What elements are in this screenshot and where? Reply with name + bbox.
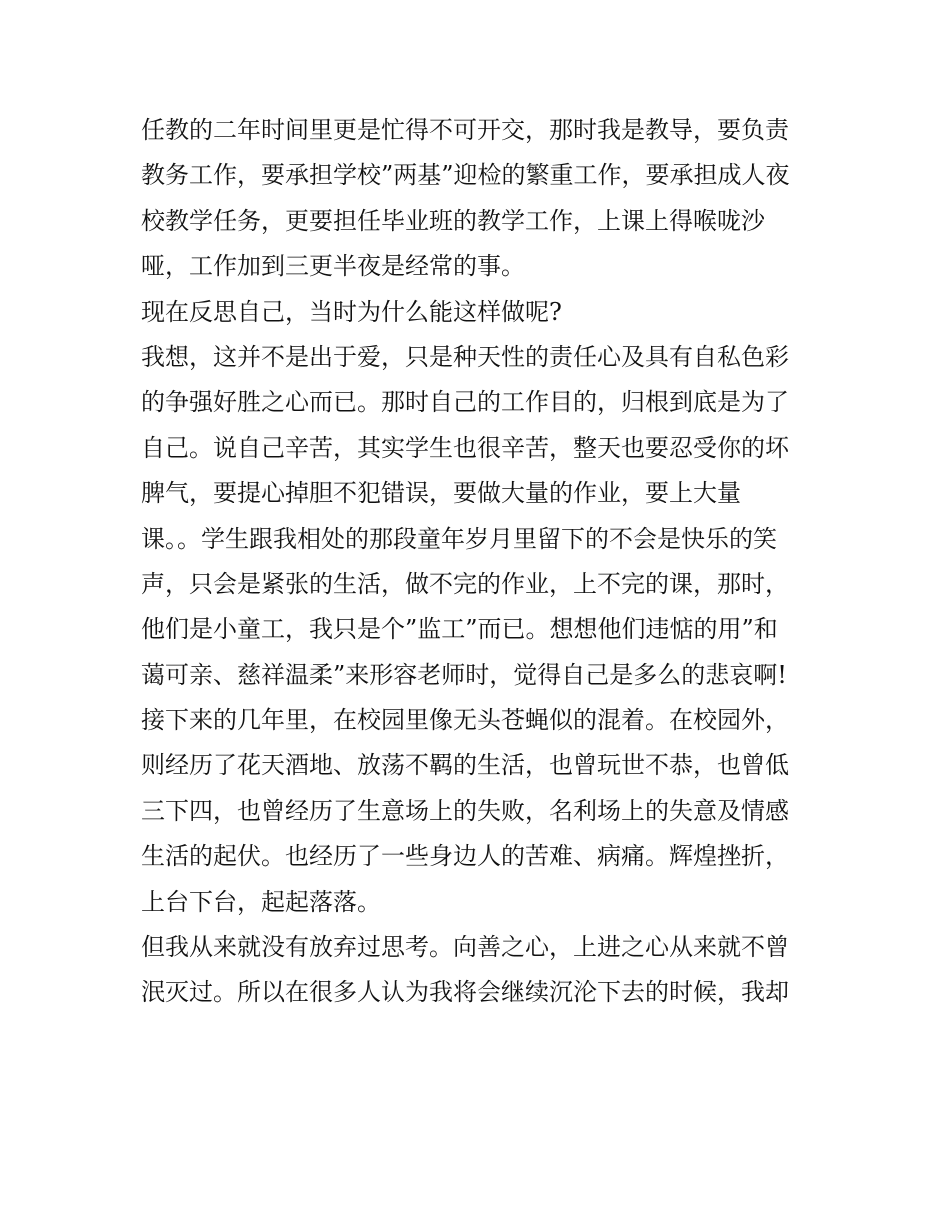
text-line: 校教学任务，更要担任毕业班的教学工作，上课上得喉咙沙 [141,206,765,235]
text-line: 他们是小童工，我只是个”监工”而已。想想他们违惦的用”和 [141,615,778,644]
text-line: 的争强好胜之心而已。那时自己的工作目的，归根到底是为了 [141,388,789,417]
text-line: 泯灭过。所以在很多人认为我将会继续沉沦下去的时候，我却 [141,978,789,1007]
text-line: 教务工作，要承担学校”两基”迎检的繁重工作，要承担成人夜 [141,161,790,190]
text-line: 哑，工作加到三更半夜是经常的事。 [141,252,525,281]
text-line: 自己。说自己辛苦，其实学生也很辛苦，整天也要忍受你的坏 [141,433,789,462]
text-line: 现在反思自己，当时为什么能这样做呢? [141,297,562,326]
text-line: 课。。学生跟我相处的那段童年岁月里留下的不会是快乐的笑 [141,524,777,553]
text-line: 我想，这并不是出于爱，只是种天性的责任心及具有自私色彩 [141,342,789,371]
text-line: 三下四，也曾经历了生意场上的失败，名利场上的失意及情感 [141,796,789,825]
text-line: 生活的起伏。也经历了一些身边人的苦难、病痛。辉煌挫折， [141,842,789,871]
text-line: 脾气，要提心掉胆不犯错误，要做大量的作业，要上大量 [141,479,741,508]
text-line: 蔼可亲、慈祥温柔”来形容老师时，觉得自己是多么的悲哀啊! [141,660,787,689]
text-line: 接下来的几年里，在校园里像无头苍蝇似的混着。在校园外， [141,706,789,735]
document-body [141,108,821,1016]
text-line: 任教的二年时间里更是忙得不可开交，那时我是教导，要负责 [141,116,789,144]
text-line: 上台下台，起起落落。 [141,887,381,916]
text-line: 则经历了花天酒地、放荡不羁的生活，也曾玩世不恭，也曾低 [141,751,789,780]
text-line: 但我从来就没有放弃过思考。向善之心，上进之心从来就不曾 [141,933,789,962]
text-line: 声，只会是紧张的生活，做不完的作业，上不完的课，那时， [141,569,789,598]
